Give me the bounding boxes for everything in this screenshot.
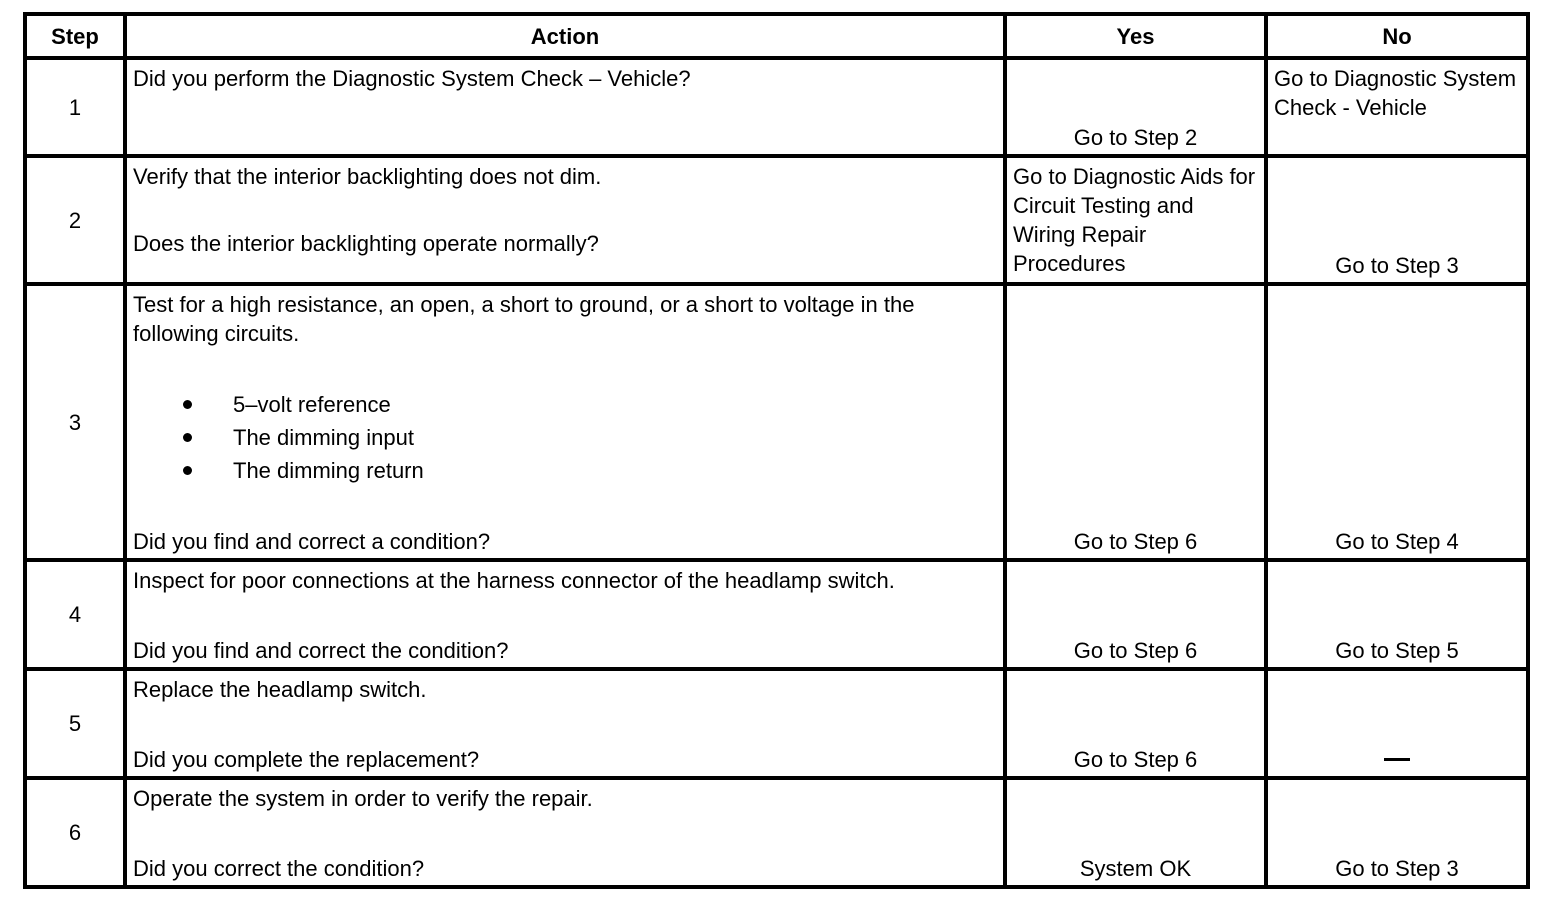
- table-row: [25, 669, 1528, 778]
- table-row: [25, 560, 1528, 669]
- step-number: 1: [25, 58, 125, 156]
- list-item-text: 5–volt reference: [233, 392, 391, 417]
- diagnostic-table: [23, 12, 1530, 889]
- table-row: [25, 284, 1528, 560]
- action-text: Verify that the interior backlighting does not dim.: [133, 164, 602, 189]
- action-question: Did you correct the condition?: [133, 856, 425, 881]
- list-item-text: The dimming return: [233, 458, 424, 483]
- circuit-list: [133, 388, 999, 487]
- action-text: Test for a high resistance, an open, a short to ground, or a short to voltage in the following circuits.: [133, 292, 915, 346]
- action-cell: [125, 156, 1005, 284]
- action-text: Replace the headlamp switch.: [133, 677, 427, 702]
- action-text: Did you perform the Diagnostic System Check – Vehicle?: [133, 66, 691, 91]
- yes-cell: Go to Step 6: [1005, 284, 1266, 560]
- header-step: Step: [25, 14, 125, 58]
- step-number: 4: [25, 560, 125, 669]
- table-row: [25, 156, 1528, 284]
- header-row: [25, 14, 1528, 58]
- header-no: No: [1266, 14, 1528, 58]
- action-question: Did you find and correct the condition?: [133, 638, 509, 663]
- action-question: Did you complete the replacement?: [133, 747, 480, 772]
- bullet-icon: [183, 400, 192, 409]
- no-cell: Go to Step 3: [1266, 778, 1528, 887]
- step-number: 2: [25, 156, 125, 284]
- action-text: Inspect for poor connections at the harness connector of the headlamp switch.: [133, 568, 895, 593]
- no-cell: [1266, 669, 1528, 778]
- no-cell: Go to Step 3: [1266, 156, 1528, 284]
- yes-cell: Go to Step 6: [1005, 669, 1266, 778]
- yes-cell: Go to Step 2: [1005, 58, 1266, 156]
- no-cell: Go to Diagnostic System Check - Vehicle: [1266, 58, 1528, 156]
- yes-cell: System OK: [1005, 778, 1266, 887]
- bullet-icon: [183, 466, 192, 475]
- action-cell: [125, 669, 1005, 778]
- action-text: Operate the system in order to verify the repair.: [133, 786, 593, 811]
- list-item: [183, 388, 999, 421]
- bullet-icon: [183, 433, 192, 442]
- action-cell: [125, 284, 1005, 560]
- list-item: [183, 421, 999, 454]
- action-question: Did you find and correct a condition?: [133, 529, 491, 554]
- dash-icon: [1384, 758, 1410, 761]
- table-row: [25, 58, 1528, 156]
- no-cell: Go to Step 4: [1266, 284, 1528, 560]
- header-action: Action: [125, 14, 1005, 58]
- action-cell: [125, 778, 1005, 887]
- table-row: [25, 778, 1528, 887]
- yes-cell: Go to Diagnostic Aids for Circuit Testing and Wiring Repair Procedures: [1005, 156, 1266, 284]
- action-question: Does the interior backlighting operate normally?: [133, 231, 599, 256]
- step-number: 6: [25, 778, 125, 887]
- step-number: 3: [25, 284, 125, 560]
- action-cell: [125, 560, 1005, 669]
- step-number: 5: [25, 669, 125, 778]
- list-item-text: The dimming input: [233, 425, 414, 450]
- no-cell: Go to Step 5: [1266, 560, 1528, 669]
- action-cell: [125, 58, 1005, 156]
- header-yes: Yes: [1005, 14, 1266, 58]
- list-item: [183, 454, 999, 487]
- yes-cell: Go to Step 6: [1005, 560, 1266, 669]
